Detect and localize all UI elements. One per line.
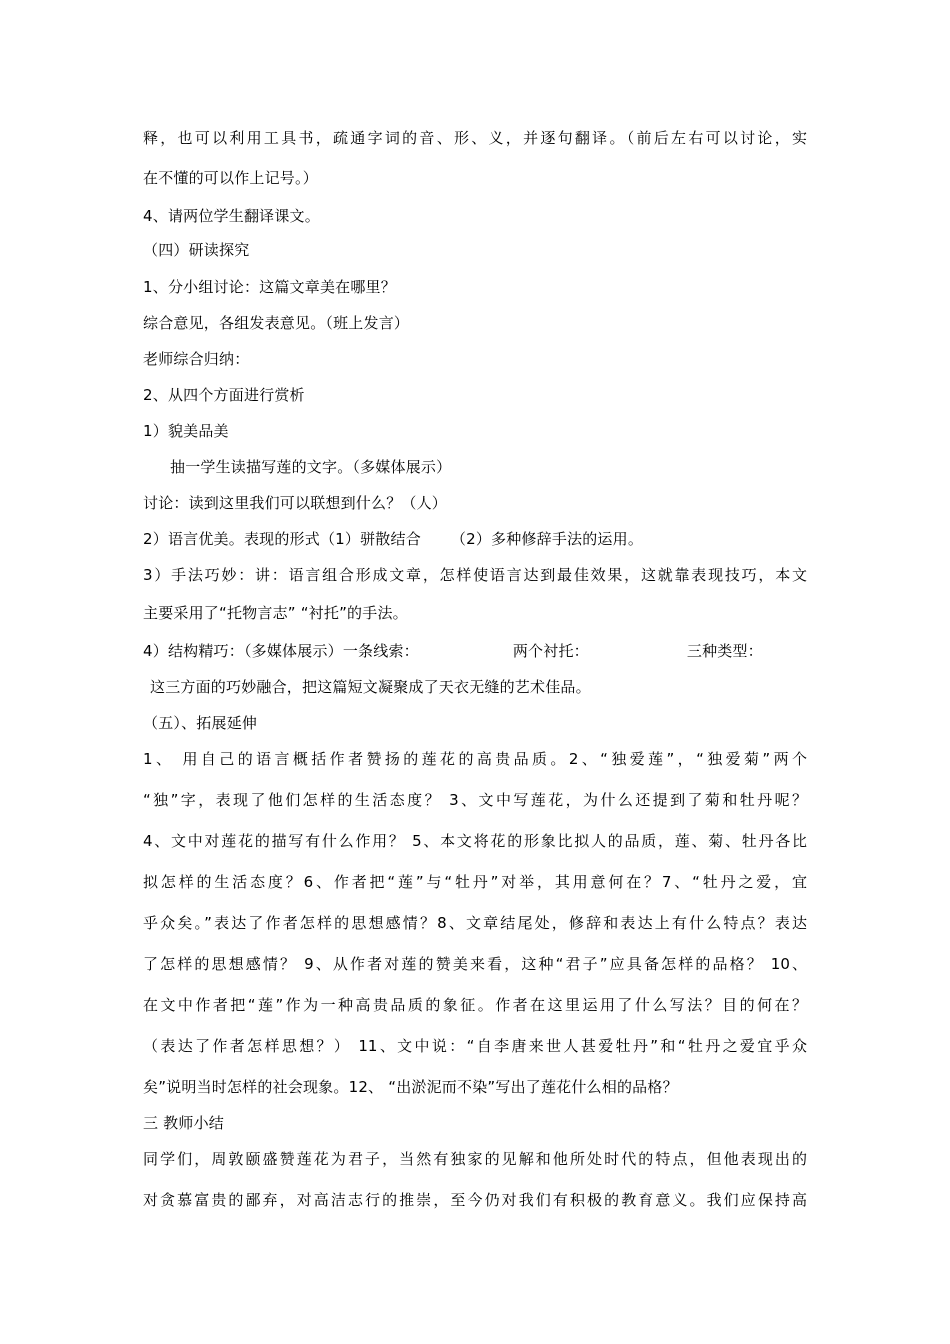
paragraph-line: 同学们，周敦颐盛赞莲花为君子，当然有独家的见解和他所处时代的特点，但他表现出的 — [143, 1150, 807, 1168]
paragraph-line: 4、文中对莲花的描写有什么作用？ 5、本文将花的形象比拟人的品质，莲、菊、牡丹各比 — [143, 832, 807, 850]
list-item: 1、分小组讨论：这篇文章美在哪里？ — [143, 278, 396, 296]
paragraph-line: 讨论：读到这里我们可以联想到什么？（人） — [143, 494, 448, 512]
section-heading: （五）、拓展延伸 — [143, 714, 258, 732]
paragraph-line: 释，也可以利用工具书，疏通字词的音、形、义，并逐句翻译。（前后左右可以讨论，实 — [143, 129, 807, 147]
section-heading: （四）研读探究 — [143, 241, 250, 259]
line-segment: 4）结构精巧：（多媒体展示）一条线索： — [143, 642, 419, 660]
paragraph-line: 了怎样的思想感情？ 9、从作者对莲的赞美来看，这种“君子”应具备怎样的品格？ 10、 — [143, 955, 807, 973]
line-segment: 2）语言优美。表现的形式（1）骈散结合 — [143, 530, 421, 548]
paragraph-line — [143, 529, 643, 549]
list-item: 4、请两位学生翻译课文。 — [143, 207, 320, 225]
paragraph-line: 这三方面的巧妙融合，把这篇短文凝聚成了天衣无缝的艺术佳品。 — [150, 678, 591, 696]
paragraph-line: 抽一学生读描写莲的文字。（多媒体展示） — [170, 458, 452, 476]
paragraph-line: 3）手法巧妙：讲：语言组合形成文章，怎样使语言达到最佳效果，这就靠表现技巧，本文 — [143, 566, 807, 584]
subheading: 1）貌美品美 — [143, 422, 229, 440]
line-segment: 三种类型： — [686, 642, 763, 660]
paragraph-line: 对贪慕富贵的鄙弃，对高洁志行的推崇，至今仍对我们有积极的教育意义。我们应保持高 — [143, 1191, 807, 1209]
line-segment: （2）多种修辞手法的运用。 — [450, 530, 644, 548]
line-segment: 两个衬托： — [512, 642, 589, 660]
paragraph-line: 在不懂的可以作上记号。） — [143, 169, 318, 187]
paragraph-line: 拟怎样的生活态度？6、作者把“莲”与“牡丹”对举，其用意何在？7、“牡丹之爱，宜 — [143, 873, 807, 891]
paragraph-line: 主要采用了“托物言志” “衬托”的手法。 — [143, 604, 408, 622]
list-item: 2、从四个方面进行赏析 — [143, 386, 305, 404]
paragraph-line: 综合意见，各组发表意见。（班上发言） — [143, 314, 410, 332]
paragraph-line: 在文中作者把“莲”作为一种高贵品质的象征。作者在这里运用了什么写法？目的何在？ — [143, 996, 807, 1014]
paragraph-line: 老师综合归纳： — [143, 350, 250, 368]
paragraph-line: 矣”说明当时怎样的社会现象。12、 “出淤泥而不染”写出了莲花什么相的品格？ — [143, 1078, 678, 1096]
paragraph-line: “独”字，表现了他们怎样的生活态度？ 3、文中写莲花，为什么还提到了菊和牡丹呢？ — [143, 791, 807, 809]
paragraph-line: 乎众矣。”表达了作者怎样的思想感情？8、文章结尾处，修辞和表达上有什么特点？表达 — [143, 914, 807, 932]
paragraph-line: （表达了作者怎样思想？） 11、文中说：“自李唐来世人甚爱牡丹”和“牡丹之爱宜乎众 — [143, 1037, 807, 1055]
section-heading: 三 教师小结 — [143, 1114, 224, 1132]
paragraph-line — [143, 641, 763, 661]
paragraph-line: 1、 用自己的语言概括作者赞扬的莲花的高贵品质。2、“独爱莲”，“独爱菊”两个 — [143, 750, 807, 768]
